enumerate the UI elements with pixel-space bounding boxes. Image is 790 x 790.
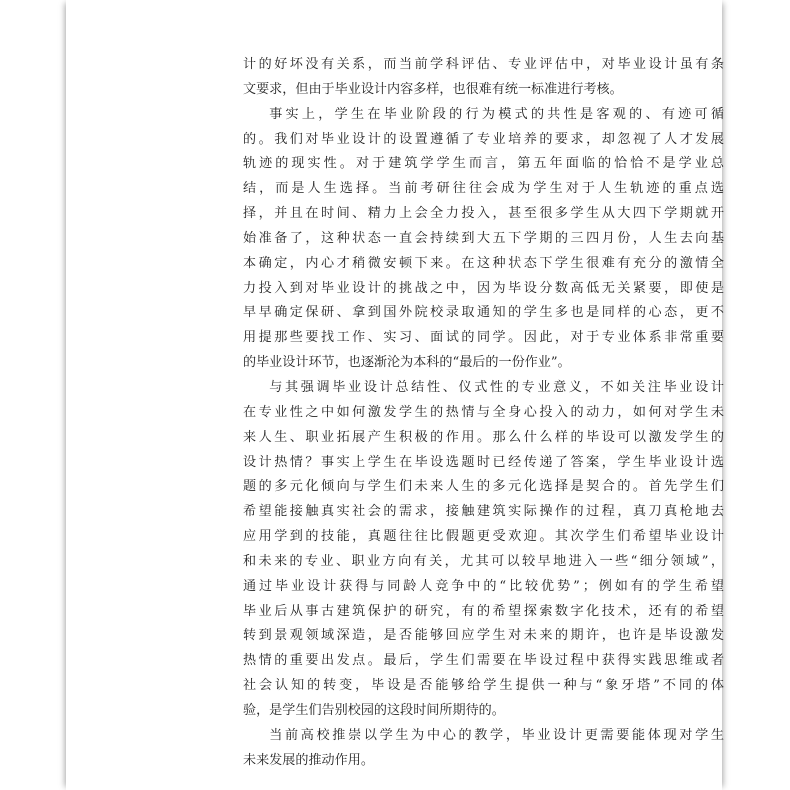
text-line: 在专业性之中如何激发学生的热情与全身心投入的动力，如何对学生未 [243,404,727,420]
text-line: 事实上，学生在毕业阶段的行为模式的共性是客观的、有迹可循 [269,106,728,122]
text-line: 与其强调毕业设计总结性、仪式性的专业意义，不如关注毕业设计 [269,379,727,395]
text-line: 用提那些要找工作、实习、面试的同学。因此，对于专业体系非常重要 [243,330,727,346]
paragraph [243,53,727,103]
text-line: 转到景观领域深造，是否能够回应学生对未来的期许，也许是毕设激发 [243,628,727,644]
text-line: 题的多元化倾向与学生们未来人生的多元化选择是契合的。首先学生们 [243,479,727,495]
text-line: 毕业后从事古建筑保护的研究，有的希望探索数字化技术，还有的希望 [243,603,727,619]
text-line: 力投入到对毕业设计的挑战之中，因为毕设分数高低无关紧要，即使是 [243,280,727,296]
text-line: 社会认知的转变，毕设是否能够给学生提供一种与“象牙塔”不同的体 [243,678,727,694]
text-line: 设计热情？事实上学生在毕设选题时已经传递了答案，学生毕业设计选 [243,454,727,470]
text-line: 的毕业设计环节，也逐渐沦为本科的“最后的一份作业”。 [243,355,571,371]
body-text [243,53,728,773]
text-line: 通过毕业设计获得与同龄人竞争中的“比较优势”；例如有的学生希望 [243,578,727,594]
text-line: 应用学到的技能，真题往往比假题更受欢迎。其次学生们希望毕业设计 [243,529,727,545]
text-line: 择，并且在时间、精力上会全力投入，甚至很多学生从大四下学期就开 [243,206,727,222]
text-line: 验，是学生们告别校园的这段时间所期待的。 [243,702,505,718]
text-line: 文要求，但由于毕业设计内容多样，也很难有统一标准进行考核。 [243,81,623,97]
text-line: 来人生、职业拓展产生积极的作用。那么什么样的毕设可以激发学生的 [243,429,727,445]
text-line: 结，而是人生选择。当前考研往往会成为学生对于人生轨迹的重点选 [243,181,728,197]
text-line: 计的好坏没有关系，而当前学科评估、专业评估中，对毕业设计虽有条 [243,57,727,72]
paragraph [243,724,727,774]
text-line: 希望能接触真实社会的需求，接触建筑实际操作的过程，真刀真枪地去 [243,504,727,520]
paragraph [243,103,728,376]
text-line: 始准备了，这种状态一直会持续到大五下学期的三四月份，人生去向基 [243,230,727,246]
paragraph [243,376,727,724]
text-line: 未来发展的推动作用。 [243,752,374,768]
text-line: 热情的重要出发点。最后，学生们需要在毕设过程中获得实践思维或者 [243,653,727,669]
text-line: 的。我们对毕业设计的设置遵循了专业培养的要求，却忽视了人才发展 [243,131,727,147]
text-line: 早早确定保研、拿到国外院校录取通知的学生多也是同样的心态，更不 [243,305,727,321]
document-page [66,0,728,790]
text-line: 轨迹的现实性。对于建筑学学生而言，第五年面临的恰恰不是学业总 [243,156,728,172]
text-line: 本确定，内心才稍微安顿下来。在这种状态下学生很难有充分的激情全 [243,255,727,271]
text-line: 当前高校推崇以学生为中心的教学，毕业设计更需要能体现对学生 [269,727,727,743]
paragraph-container [243,53,728,773]
text-line: 和未来的专业、职业方向有关，尤其可以较早地进入一些“细分领域”， [243,553,727,569]
